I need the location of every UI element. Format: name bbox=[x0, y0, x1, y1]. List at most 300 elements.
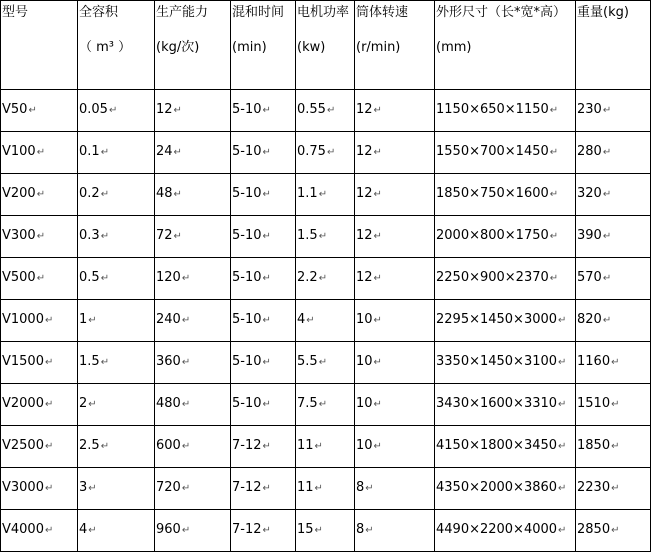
table-cell bbox=[355, 174, 435, 216]
table-cell bbox=[78, 300, 155, 342]
table-cell bbox=[155, 132, 231, 174]
cell-value: V500 bbox=[2, 270, 36, 285]
cell-value: 0.2 bbox=[79, 186, 100, 201]
paragraph-mark-icon: ↵ bbox=[181, 357, 191, 368]
table-cell bbox=[231, 90, 296, 132]
table-cell bbox=[355, 342, 435, 384]
cell-value: 12 bbox=[356, 144, 373, 159]
paragraph-mark-icon: ↵ bbox=[306, 315, 315, 326]
paragraph-mark-icon: ↵ bbox=[611, 357, 620, 368]
cell-value: V1000 bbox=[2, 312, 44, 327]
table-cell bbox=[576, 300, 651, 342]
table-cell bbox=[1, 342, 78, 384]
cell-value: 960 bbox=[156, 522, 181, 537]
table-cell bbox=[576, 216, 651, 258]
table-cell bbox=[78, 468, 155, 510]
paragraph-mark-icon: ↵ bbox=[549, 189, 559, 200]
cell-value: 4 bbox=[297, 312, 306, 327]
table-cell bbox=[296, 216, 355, 258]
table-row bbox=[1, 216, 651, 258]
table-cell bbox=[1, 174, 78, 216]
cell-value: 8 bbox=[356, 480, 365, 495]
paragraph-mark-icon: ↵ bbox=[36, 189, 46, 200]
cell-value: 0.5 bbox=[79, 270, 100, 285]
cell-value: 1550×700×1450 bbox=[436, 144, 549, 159]
cell-value: 5.5 bbox=[297, 354, 318, 369]
paragraph-mark-icon: ↵ bbox=[558, 399, 567, 410]
table-row bbox=[1, 300, 651, 342]
table-cell bbox=[1, 258, 78, 300]
paragraph-mark-icon: ↵ bbox=[181, 525, 191, 536]
cell-value: 1850 bbox=[577, 438, 611, 453]
table-cell bbox=[155, 216, 231, 258]
paragraph-mark-icon: ↵ bbox=[318, 357, 328, 368]
table-cell bbox=[78, 132, 155, 174]
column-header-label: 外形尺寸（长*宽*高） bbox=[436, 5, 567, 20]
paragraph-mark-icon: ↵ bbox=[326, 105, 336, 116]
paragraph-mark-icon: ↵ bbox=[373, 273, 382, 284]
cell-value: 1160 bbox=[577, 354, 611, 369]
table-cell bbox=[155, 342, 231, 384]
cell-value: 2 bbox=[79, 396, 88, 411]
table-cell bbox=[231, 468, 296, 510]
table-cell bbox=[435, 258, 576, 300]
cell-value: 3 bbox=[79, 480, 88, 495]
table-cell bbox=[1, 510, 78, 552]
table-cell bbox=[296, 342, 355, 384]
paragraph-mark-icon: ↵ bbox=[262, 525, 271, 536]
table-row bbox=[1, 90, 651, 132]
cell-value: 5-10 bbox=[232, 102, 262, 117]
cell-value: 12 bbox=[356, 186, 373, 201]
paragraph-mark-icon: ↵ bbox=[602, 189, 612, 200]
paragraph-mark-icon: ↵ bbox=[373, 399, 382, 410]
cell-value: 7-12 bbox=[232, 480, 262, 495]
cell-value: 5-10 bbox=[232, 396, 262, 411]
paragraph-mark-icon: ↵ bbox=[373, 315, 382, 326]
cell-value: 0.75 bbox=[297, 144, 326, 159]
table-cell bbox=[155, 258, 231, 300]
table-cell bbox=[155, 90, 231, 132]
paragraph-mark-icon: ↵ bbox=[88, 483, 97, 494]
paragraph-mark-icon: ↵ bbox=[173, 105, 182, 116]
column-header-unit: （ m³ ） bbox=[79, 40, 132, 55]
cell-value: 2295×1450×3000 bbox=[436, 312, 558, 327]
table-cell bbox=[296, 384, 355, 426]
cell-value: 1150×650×1150 bbox=[436, 102, 549, 117]
table-cell bbox=[231, 300, 296, 342]
paragraph-mark-icon: ↵ bbox=[262, 273, 271, 284]
paragraph-mark-icon: ↵ bbox=[88, 315, 97, 326]
table-cell bbox=[435, 510, 576, 552]
paragraph-mark-icon: ↵ bbox=[373, 189, 382, 200]
table-cell bbox=[355, 300, 435, 342]
column-header-label: 混和时间 bbox=[232, 5, 285, 20]
table-cell bbox=[435, 300, 576, 342]
paragraph-mark-icon: ↵ bbox=[108, 105, 118, 116]
cell-value: 0.05 bbox=[79, 102, 108, 117]
table-cell bbox=[78, 258, 155, 300]
cell-value: 8 bbox=[356, 522, 365, 537]
cell-value: V3000 bbox=[2, 480, 44, 495]
table-cell bbox=[435, 384, 576, 426]
cell-value: V100 bbox=[2, 144, 36, 159]
paragraph-mark-icon: ↵ bbox=[173, 231, 182, 242]
table-cell bbox=[231, 174, 296, 216]
paragraph-mark-icon: ↵ bbox=[373, 105, 382, 116]
cell-value: 2850 bbox=[577, 522, 611, 537]
table-cell bbox=[78, 384, 155, 426]
cell-value: 570 bbox=[577, 270, 602, 285]
cell-value: V200 bbox=[2, 186, 36, 201]
cell-value: 12 bbox=[356, 270, 373, 285]
paragraph-mark-icon: ↵ bbox=[36, 147, 46, 158]
paragraph-mark-icon: ↵ bbox=[549, 273, 559, 284]
paragraph-mark-icon: ↵ bbox=[100, 147, 110, 158]
paragraph-mark-icon: ↵ bbox=[373, 231, 382, 242]
table-cell bbox=[296, 468, 355, 510]
table-cell bbox=[576, 426, 651, 468]
paragraph-mark-icon: ↵ bbox=[181, 441, 191, 452]
paragraph-mark-icon: ↵ bbox=[365, 525, 374, 536]
column-header bbox=[576, 1, 651, 90]
paragraph-mark-icon: ↵ bbox=[181, 483, 191, 494]
paragraph-mark-icon: ↵ bbox=[314, 483, 323, 494]
table-cell bbox=[435, 174, 576, 216]
table-cell bbox=[435, 468, 576, 510]
paragraph-mark-icon: ↵ bbox=[44, 399, 54, 410]
paragraph-mark-icon: ↵ bbox=[611, 399, 620, 410]
cell-value: 12 bbox=[356, 228, 373, 243]
paragraph-mark-icon: ↵ bbox=[262, 315, 271, 326]
table-cell bbox=[576, 468, 651, 510]
table-cell bbox=[576, 510, 651, 552]
paragraph-mark-icon: ↵ bbox=[262, 105, 271, 116]
paragraph-mark-icon: ↵ bbox=[262, 357, 271, 368]
cell-value: V4000 bbox=[2, 522, 44, 537]
cell-value: 820 bbox=[577, 312, 602, 327]
table-body bbox=[1, 1, 651, 552]
cell-value: 230 bbox=[577, 102, 602, 117]
paragraph-mark-icon: ↵ bbox=[549, 231, 559, 242]
table-cell bbox=[355, 468, 435, 510]
cell-value: 120 bbox=[156, 270, 181, 285]
column-header bbox=[296, 1, 355, 90]
cell-value: 360 bbox=[156, 354, 181, 369]
paragraph-mark-icon: ↵ bbox=[365, 483, 374, 494]
table-cell bbox=[355, 426, 435, 468]
cell-value: 5-10 bbox=[232, 144, 262, 159]
table-cell bbox=[231, 132, 296, 174]
cell-value: 10 bbox=[356, 438, 373, 453]
paragraph-mark-icon: ↵ bbox=[558, 315, 567, 326]
table-cell bbox=[1, 384, 78, 426]
column-header-unit: (min) bbox=[232, 40, 267, 55]
column-header-label: 重量(kg) bbox=[577, 5, 629, 20]
cell-value: 280 bbox=[577, 144, 602, 159]
paragraph-mark-icon: ↵ bbox=[611, 441, 620, 452]
table-cell bbox=[155, 300, 231, 342]
column-header bbox=[155, 1, 231, 90]
paragraph-mark-icon: ↵ bbox=[549, 105, 559, 116]
paragraph-mark-icon: ↵ bbox=[558, 441, 567, 452]
table-cell bbox=[435, 90, 576, 132]
table-cell bbox=[435, 426, 576, 468]
cell-value: 72 bbox=[156, 228, 173, 243]
cell-value: 11 bbox=[297, 480, 314, 495]
cell-value: 3350×1450×3100 bbox=[436, 354, 558, 369]
cell-value: 1.5 bbox=[297, 228, 318, 243]
table-cell bbox=[78, 216, 155, 258]
paragraph-mark-icon: ↵ bbox=[181, 273, 191, 284]
paragraph-mark-icon: ↵ bbox=[314, 441, 323, 452]
table-cell bbox=[155, 468, 231, 510]
table-cell bbox=[576, 132, 651, 174]
paragraph-mark-icon: ↵ bbox=[181, 315, 191, 326]
cell-value: 320 bbox=[577, 186, 602, 201]
cell-value: 720 bbox=[156, 480, 181, 495]
cell-value: V300 bbox=[2, 228, 36, 243]
table-cell bbox=[155, 426, 231, 468]
paragraph-mark-icon: ↵ bbox=[558, 525, 567, 536]
cell-value: 5-10 bbox=[232, 354, 262, 369]
column-header-label: 全容积 bbox=[79, 5, 119, 20]
column-header-unit bbox=[2, 40, 77, 56]
table-cell bbox=[435, 216, 576, 258]
cell-value: 4350×2000×3860 bbox=[436, 480, 558, 495]
cell-value: 15 bbox=[297, 522, 314, 537]
table-cell bbox=[1, 426, 78, 468]
paragraph-mark-icon: ↵ bbox=[262, 231, 271, 242]
cell-value: 0.55 bbox=[297, 102, 326, 117]
table-cell bbox=[1, 468, 78, 510]
paragraph-mark-icon: ↵ bbox=[36, 231, 46, 242]
table-cell bbox=[78, 426, 155, 468]
table-cell bbox=[435, 132, 576, 174]
column-header-label: 筒体转速 bbox=[356, 5, 409, 20]
column-header bbox=[435, 1, 576, 90]
paragraph-mark-icon: ↵ bbox=[44, 357, 54, 368]
paragraph-mark-icon: ↵ bbox=[602, 273, 612, 284]
paragraph-mark-icon: ↵ bbox=[602, 105, 612, 116]
table-row bbox=[1, 468, 651, 510]
table-row bbox=[1, 258, 651, 300]
cell-value: 4150×1800×3450 bbox=[436, 438, 558, 453]
table-cell bbox=[355, 510, 435, 552]
table-cell bbox=[355, 258, 435, 300]
cell-value: 48 bbox=[156, 186, 173, 201]
table-cell bbox=[1, 132, 78, 174]
cell-value: 10 bbox=[356, 354, 373, 369]
cell-value: 0.3 bbox=[79, 228, 100, 243]
paragraph-mark-icon: ↵ bbox=[558, 357, 567, 368]
table-cell bbox=[155, 384, 231, 426]
table-cell bbox=[435, 342, 576, 384]
table-cell bbox=[231, 510, 296, 552]
cell-value: 4 bbox=[79, 522, 88, 537]
cell-value: 12 bbox=[356, 102, 373, 117]
paragraph-mark-icon: ↵ bbox=[262, 399, 271, 410]
paragraph-mark-icon: ↵ bbox=[44, 441, 54, 452]
table-row bbox=[1, 174, 651, 216]
paragraph-mark-icon: ↵ bbox=[318, 273, 328, 284]
cell-value: 1 bbox=[79, 312, 88, 327]
table-cell bbox=[355, 384, 435, 426]
paragraph-mark-icon: ↵ bbox=[262, 483, 271, 494]
cell-value: 10 bbox=[356, 312, 373, 327]
column-header-unit: (r/min) bbox=[356, 40, 401, 55]
cell-value: 0.1 bbox=[79, 144, 100, 159]
paragraph-mark-icon: ↵ bbox=[262, 441, 271, 452]
paragraph-mark-icon: ↵ bbox=[100, 441, 110, 452]
cell-value: 2.5 bbox=[79, 438, 100, 453]
cell-value: 7-12 bbox=[232, 522, 262, 537]
table-cell bbox=[576, 384, 651, 426]
table-cell bbox=[1, 90, 78, 132]
paragraph-mark-icon: ↵ bbox=[44, 315, 54, 326]
table-cell bbox=[78, 510, 155, 552]
table-cell bbox=[576, 342, 651, 384]
table-cell bbox=[231, 426, 296, 468]
column-header-label: 型号 bbox=[2, 5, 29, 20]
paragraph-mark-icon: ↵ bbox=[373, 147, 382, 158]
cell-value: V50 bbox=[2, 102, 28, 117]
table-cell bbox=[78, 342, 155, 384]
table-cell bbox=[78, 90, 155, 132]
cell-value: 11 bbox=[297, 438, 314, 453]
column-header-unit: (mm) bbox=[436, 40, 472, 55]
column-header-unit: (kw) bbox=[297, 40, 326, 55]
table-cell bbox=[1, 300, 78, 342]
table-cell bbox=[296, 174, 355, 216]
table-cell bbox=[355, 132, 435, 174]
column-header-label: 生产能力 bbox=[156, 5, 209, 20]
paragraph-mark-icon: ↵ bbox=[28, 105, 37, 116]
cell-value: 5-10 bbox=[232, 312, 262, 327]
cell-value: 5-10 bbox=[232, 228, 262, 243]
table-cell bbox=[155, 174, 231, 216]
paragraph-mark-icon: ↵ bbox=[602, 315, 612, 326]
column-header bbox=[355, 1, 435, 90]
paragraph-mark-icon: ↵ bbox=[558, 483, 567, 494]
column-header-unit: (kg/次) bbox=[156, 40, 200, 55]
table-row bbox=[1, 342, 651, 384]
table-cell bbox=[576, 258, 651, 300]
cell-value: V1500 bbox=[2, 354, 44, 369]
cell-value: 480 bbox=[156, 396, 181, 411]
table-cell bbox=[231, 216, 296, 258]
paragraph-mark-icon: ↵ bbox=[173, 147, 182, 158]
column-header bbox=[1, 1, 78, 90]
table-cell bbox=[296, 510, 355, 552]
table-cell bbox=[576, 90, 651, 132]
table-cell bbox=[296, 300, 355, 342]
cell-value: 1850×750×1600 bbox=[436, 186, 549, 201]
paragraph-mark-icon: ↵ bbox=[173, 189, 182, 200]
table-cell bbox=[296, 426, 355, 468]
paragraph-mark-icon: ↵ bbox=[100, 357, 110, 368]
paragraph-mark-icon: ↵ bbox=[88, 399, 97, 410]
table-cell bbox=[355, 90, 435, 132]
table-cell bbox=[355, 216, 435, 258]
cell-value: 7-12 bbox=[232, 438, 262, 453]
paragraph-mark-icon: ↵ bbox=[44, 483, 54, 494]
header-row bbox=[1, 1, 651, 90]
cell-value: 5-10 bbox=[232, 270, 262, 285]
paragraph-mark-icon: ↵ bbox=[611, 525, 620, 536]
cell-value: 2000×800×1750 bbox=[436, 228, 549, 243]
paragraph-mark-icon: ↵ bbox=[36, 273, 46, 284]
table-cell bbox=[1, 216, 78, 258]
column-header bbox=[78, 1, 155, 90]
table-row bbox=[1, 510, 651, 552]
paragraph-mark-icon: ↵ bbox=[262, 147, 271, 158]
table-cell bbox=[576, 174, 651, 216]
cell-value: 7.5 bbox=[297, 396, 318, 411]
column-header bbox=[231, 1, 296, 90]
paragraph-mark-icon: ↵ bbox=[44, 525, 54, 536]
paragraph-mark-icon: ↵ bbox=[318, 189, 328, 200]
paragraph-mark-icon: ↵ bbox=[318, 231, 328, 242]
table-row bbox=[1, 132, 651, 174]
paragraph-mark-icon: ↵ bbox=[373, 441, 382, 452]
table-row bbox=[1, 426, 651, 468]
cell-value: 12 bbox=[156, 102, 173, 117]
paragraph-mark-icon: ↵ bbox=[373, 357, 382, 368]
cell-value: 10 bbox=[356, 396, 373, 411]
table-cell bbox=[231, 384, 296, 426]
cell-value: 2230 bbox=[577, 480, 611, 495]
table-row bbox=[1, 384, 651, 426]
table-cell bbox=[296, 258, 355, 300]
table-cell bbox=[231, 258, 296, 300]
cell-value: 390 bbox=[577, 228, 602, 243]
paragraph-mark-icon: ↵ bbox=[549, 147, 559, 158]
paragraph-mark-icon: ↵ bbox=[314, 525, 323, 536]
table-cell bbox=[296, 132, 355, 174]
paragraph-mark-icon: ↵ bbox=[100, 189, 110, 200]
paragraph-mark-icon: ↵ bbox=[262, 189, 271, 200]
column-header-unit bbox=[577, 40, 650, 56]
cell-value: 5-10 bbox=[232, 186, 262, 201]
table-cell bbox=[155, 510, 231, 552]
cell-value: 240 bbox=[156, 312, 181, 327]
cell-value: 1510 bbox=[577, 396, 611, 411]
cell-value: 24 bbox=[156, 144, 173, 159]
paragraph-mark-icon: ↵ bbox=[326, 147, 336, 158]
cell-value: 1.5 bbox=[79, 354, 100, 369]
cell-value: V2000 bbox=[2, 396, 44, 411]
table-cell bbox=[78, 174, 155, 216]
cell-value: 2250×900×2370 bbox=[436, 270, 549, 285]
paragraph-mark-icon: ↵ bbox=[611, 483, 620, 494]
paragraph-mark-icon: ↵ bbox=[100, 273, 110, 284]
paragraph-mark-icon: ↵ bbox=[100, 231, 110, 242]
cell-value: V2500 bbox=[2, 438, 44, 453]
cell-value: 3430×1600×3310 bbox=[436, 396, 558, 411]
cell-value: 2.2 bbox=[297, 270, 318, 285]
paragraph-mark-icon: ↵ bbox=[602, 231, 612, 242]
column-header-label: 电机功率 bbox=[297, 5, 350, 20]
paragraph-mark-icon: ↵ bbox=[602, 147, 612, 158]
cell-value: 4490×2200×4000 bbox=[436, 522, 558, 537]
table-cell bbox=[296, 90, 355, 132]
paragraph-mark-icon: ↵ bbox=[318, 399, 328, 410]
table-cell bbox=[231, 342, 296, 384]
cell-value: 1.1 bbox=[297, 186, 318, 201]
cell-value: 600 bbox=[156, 438, 181, 453]
paragraph-mark-icon: ↵ bbox=[88, 525, 97, 536]
